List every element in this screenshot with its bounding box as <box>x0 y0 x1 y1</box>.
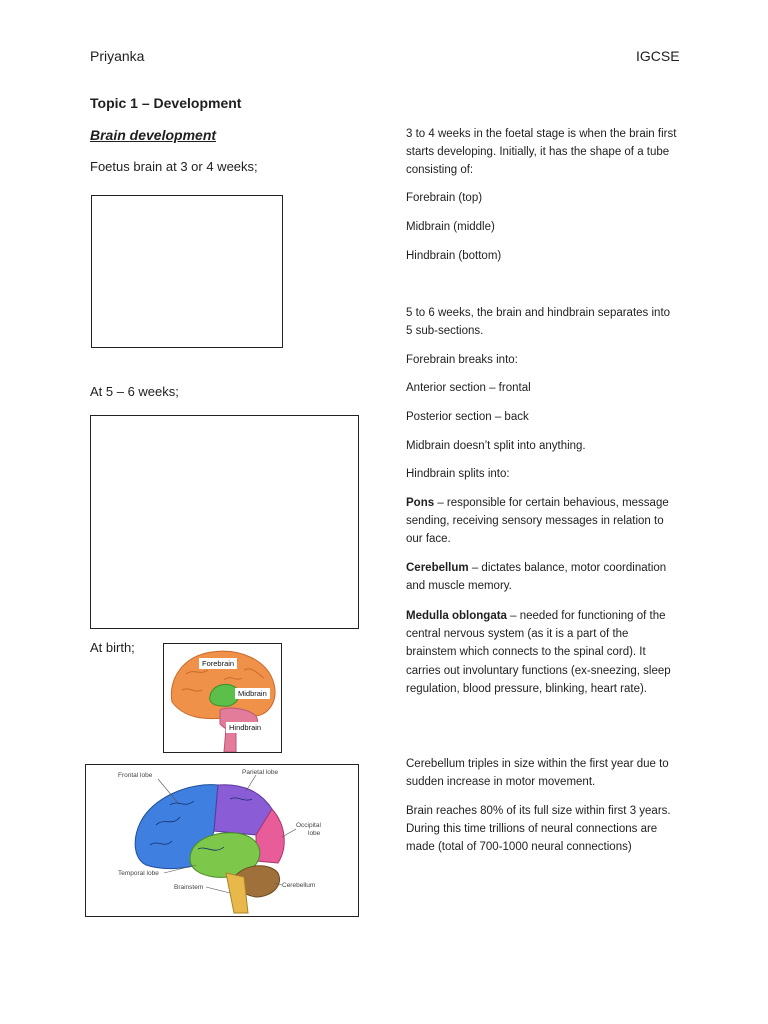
parietal-lobe-label: Parietal lobe <box>242 769 279 776</box>
para-forebrain-top: Forebrain (top) <box>406 192 483 204</box>
para-3-4-weeks: 3 to 4 weeks in the foetal stage is when the brain first starts developing. Initially, it has the shape of a tube consisting of: <box>406 128 677 177</box>
temporal-lobe-label: Temporal lobe <box>118 870 159 877</box>
para-midbrain-middle: Midbrain (middle) <box>406 221 495 233</box>
brain-lobes-figure <box>85 764 359 917</box>
para-midbrain-split: Midbrain doesn’t split into anything. <box>406 440 586 452</box>
cerebellum-label: Cerebellum <box>282 882 316 889</box>
course-name: IGCSE <box>636 48 680 64</box>
topic-title: Topic 1 – Development <box>90 95 242 111</box>
para-hindbrain-bottom: Hindbrain (bottom) <box>406 250 502 262</box>
section-title: Brain development <box>90 127 217 143</box>
cerebellum-definition: – dictates balance, motor coordination and muscle memory. <box>406 562 667 593</box>
label-at-birth: At birth; <box>90 640 135 655</box>
para-anterior: Anterior section – frontal <box>406 382 531 394</box>
medulla-definition: – needed for functioning of the central nervous system (as it is a part of the brainstem which connects to the spinal cord). It carries out involuntary functions (ex-sneezing, sleep regulation, blood pressure, blinking, heart rate). <box>406 610 671 695</box>
empty-figure-box-3-4-weeks <box>91 195 283 348</box>
author-name: Priyanka <box>90 48 145 64</box>
para-forebrain-breaks: Forebrain breaks into: <box>406 354 518 366</box>
para-cerebellum <box>406 559 678 595</box>
label-5-6-weeks: At 5 – 6 weeks; <box>90 384 179 399</box>
para-cerebellum-triples: Cerebellum triples in size within the first year due to sudden increase in motor movement. <box>406 758 669 789</box>
pons-term: Pons <box>406 497 435 509</box>
para-hindbrain-splits: Hindbrain splits into: <box>406 468 510 480</box>
frontal-lobe-label: Frontal lobe <box>118 772 153 779</box>
medulla-term: Medulla oblongata <box>406 610 507 622</box>
brain-lobes-illustration <box>86 765 358 916</box>
cerebellum-term: Cerebellum <box>406 562 469 574</box>
empty-figure-box-5-6-weeks <box>90 415 359 629</box>
para-brain-80-percent: Brain reaches 80% of its full size within first 3 years. During this time trillions of neural connections are made (total of 700-1000 neural connections) <box>406 805 671 854</box>
occipital-lobe-label: Occipital <box>296 822 321 829</box>
para-pons <box>406 494 678 549</box>
para-posterior: Posterior section – back <box>406 411 529 423</box>
midbrain-label: Midbrain <box>235 688 270 699</box>
occipital-lobe-label-2: lobe <box>308 830 321 837</box>
label-3-4-weeks: Foetus brain at 3 or 4 weeks; <box>90 159 258 174</box>
hindbrain-label: Hindbrain <box>226 722 264 733</box>
birth-brain-figure <box>163 643 282 753</box>
para-medulla <box>406 607 678 698</box>
para-5-6-weeks: 5 to 6 weeks, the brain and hindbrain separates into 5 sub-sections. <box>406 307 671 338</box>
pons-definition: – responsible for certain behavious, message sending, receiving sensory messages in relation to our face. <box>406 497 669 546</box>
brainstem-label: Brainstem <box>174 884 204 891</box>
forebrain-label: Forebrain <box>199 658 237 669</box>
